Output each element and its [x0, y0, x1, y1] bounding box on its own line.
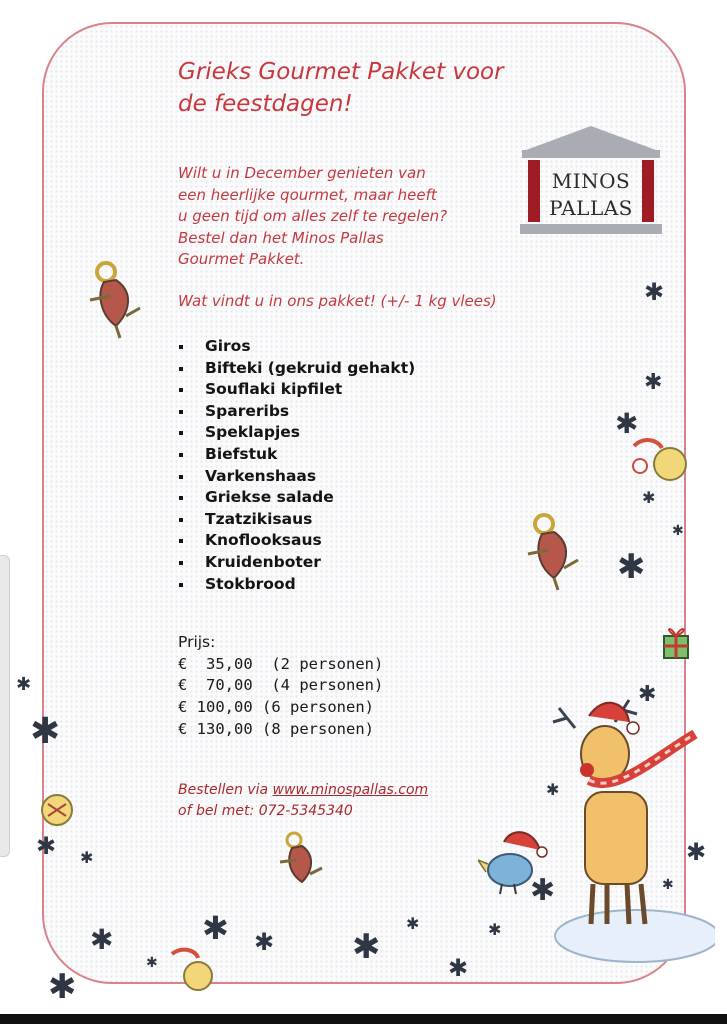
title-line: de feestdagen!	[178, 91, 353, 117]
gift-icon	[658, 620, 694, 664]
list-item: Stokbrood	[176, 574, 415, 596]
price-amount: € 130,00	[178, 719, 253, 738]
price-persons: (2 personen)	[271, 654, 384, 673]
logo-line: PALLAS	[549, 196, 633, 220]
order-prefix: Bestellen via	[178, 782, 273, 798]
price-row	[178, 675, 383, 697]
website-link[interactable]: www.minospallas.com	[272, 782, 429, 798]
reindeer-illustration	[545, 688, 715, 968]
snowflake-icon: ✱	[146, 955, 158, 971]
snowflake-icon: ✱	[662, 877, 674, 893]
intro-line: Wilt u in December genieten van	[178, 164, 426, 182]
snowflake-icon: ✱	[202, 909, 229, 947]
snowflake-icon: ✱	[80, 848, 94, 867]
snowflake-icon: ✱	[488, 920, 502, 939]
snowflake-icon: ✱	[644, 278, 665, 306]
package-question: Wat vindt u in ons pakket! (+/- 1 kg vlees)	[178, 292, 497, 310]
intro-line: Bestel dan het Minos Pallas	[178, 228, 384, 247]
list-item: Kruidenboter	[176, 552, 415, 574]
snowflake-icon: ✱	[352, 927, 381, 967]
list-item: Knoflooksaus	[176, 530, 415, 552]
snowflake-icon: ✱	[686, 838, 707, 866]
intro-line: Gourmet Pakket.	[178, 250, 305, 268]
snowflake-icon: ✱	[448, 954, 469, 982]
list-item: Bifteki (gekruid gehakt)	[176, 358, 415, 380]
order-line	[178, 780, 428, 801]
side-panel-handle[interactable]	[0, 555, 10, 857]
snowflake-icon: ✱	[90, 923, 114, 956]
price-persons: (8 personen)	[262, 719, 374, 738]
intro-line: u geen tijd om alles zelf te regelen?	[178, 207, 448, 225]
list-item: Griekse salade	[176, 487, 415, 509]
price-row	[178, 719, 383, 741]
snowflake-icon: ✱	[254, 928, 275, 956]
price-persons: (4 personen)	[271, 676, 384, 695]
snowflake-icon: ✱	[672, 523, 684, 539]
list-item: Varkenshaas	[176, 466, 415, 488]
list-item: Souflaki kipfilet	[176, 379, 415, 401]
snowflake-icon: ✱	[615, 407, 639, 440]
list-item: Tzatzikisaus	[176, 509, 415, 531]
minos-pallas-logo	[516, 124, 666, 238]
logo-line: MINOS	[551, 169, 631, 193]
intro-line: een heerlijke qourmet, maar heeft	[178, 185, 437, 204]
ornament-icon	[628, 432, 692, 486]
system-nav-bar	[0, 1014, 727, 1024]
order-info	[178, 780, 428, 822]
ornament-icon	[168, 944, 220, 994]
snowflake-icon: ✱	[642, 488, 656, 507]
list-item: Biefstuk	[176, 444, 415, 466]
rattle-icon	[86, 256, 148, 340]
snowflake-icon: ✱	[30, 711, 61, 752]
snowflake-icon: ✱	[406, 914, 420, 933]
price-row	[178, 697, 383, 719]
rattle-icon	[276, 828, 328, 894]
snowflake-icon: ✱	[617, 547, 646, 587]
list-item: Speklapjes	[176, 422, 415, 444]
price-label: Prijs:	[178, 633, 216, 651]
snowflake-icon: ✱	[638, 682, 657, 707]
snowflake-icon: ✱	[546, 780, 560, 799]
price-amount: € 35,00	[178, 654, 253, 673]
price-list	[178, 632, 383, 741]
rattle-icon	[522, 510, 584, 594]
price-amount: € 100,00	[178, 698, 253, 717]
price-row	[178, 654, 383, 676]
title-line: Grieks Gourmet Pakket voor	[178, 59, 504, 85]
list-item: Giros	[176, 336, 415, 358]
price-persons: (6 personen)	[262, 698, 374, 717]
flyer-title	[178, 56, 578, 120]
price-amount: € 70,00	[178, 676, 253, 695]
phone-line: of bel met: 072-5345340	[178, 803, 353, 819]
list-item: Spareribs	[176, 401, 415, 423]
snowflake-icon: ✱	[644, 370, 663, 395]
snowflake-icon: ✱	[48, 967, 77, 1007]
ornament-icon	[38, 790, 76, 828]
snowflake-icon: ✱	[36, 832, 57, 860]
logo-wordmark	[542, 168, 640, 222]
snowflake-icon: ✱	[530, 873, 556, 908]
snowflake-icon: ✱	[16, 674, 32, 695]
package-items-list	[176, 336, 415, 595]
intro-text	[178, 163, 508, 271]
